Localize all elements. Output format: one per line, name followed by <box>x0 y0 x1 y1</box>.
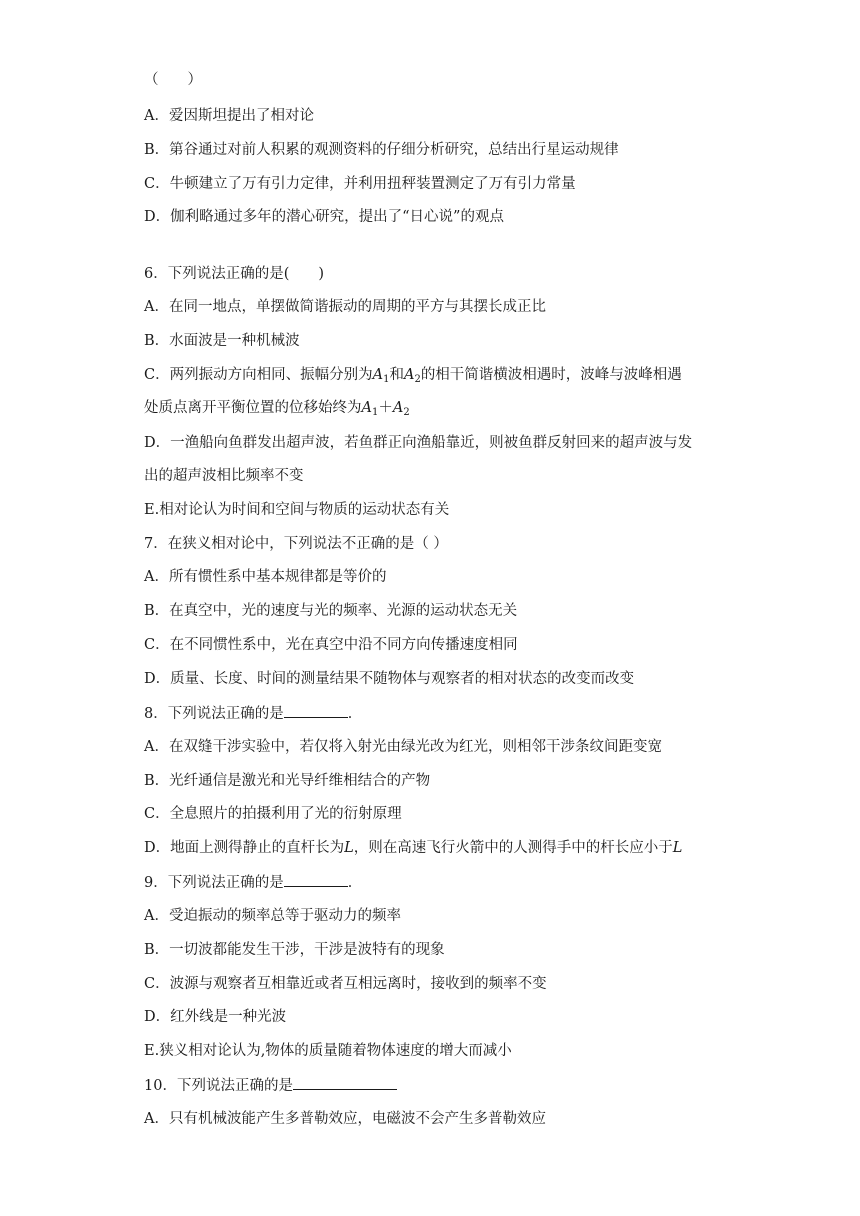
q8-option-d-mid: ，则在高速飞行火箭中的人测得手中的杆长应小于 <box>353 840 673 856</box>
q9-option-e: E.狭义相对论认为,物体的质量随着物体速度的增大而减小 <box>144 1043 512 1059</box>
q8-option-d-text: D．地面上测得静止的直杆长为 <box>144 840 345 856</box>
q5-option-c: C．牛顿建立了万有引力定律，并利用扭秤装置测定了万有引力常量 <box>144 176 576 192</box>
q9-option-c: C．波源与观察者互相靠近或者互相远离时，接收到的频率不变 <box>144 976 547 992</box>
q6-option-b: B．水面波是一种机械波 <box>144 333 300 349</box>
q6-option-d-line2: 出的超声波相比频率不变 <box>144 468 304 484</box>
q8-stem-period: ． <box>347 706 363 722</box>
q6-sum-a1: $A_1$ <box>361 400 379 418</box>
q6-option-a: A．在同一地点，单摆做简谐振动的周期的平方与其摆长成正比 <box>144 299 546 315</box>
q6-option-c-line2 <box>144 398 410 423</box>
q10-option-a: A．只有机械波能产生多普勒效应，电磁波不会产生多普勒效应 <box>144 1111 546 1127</box>
q7-stem: 7．在狭义相对论中，下列说法不正确的是（ ） <box>144 536 448 552</box>
q6-option-d-line1: D．一渔船向鱼群发出超声波，若鱼群正向渔船靠近，则被鱼群反射回来的超声波与发 <box>144 435 693 451</box>
q8-length-l: L <box>344 840 354 856</box>
q7-option-d: D．质量、长度、时间的测量结果不随物体与观察者的相对状态的改变而改变 <box>144 671 635 687</box>
q9-option-b: B．一切波都能发生干涉，干涉是波特有的现象 <box>144 942 445 958</box>
q9-answer-blank <box>284 872 348 887</box>
q6-plus-sign: ＋ <box>378 400 393 416</box>
q9-option-a: A．受迫振动的频率总等于驱动力的频率 <box>144 908 401 924</box>
q8-option-a: A．在双缝干涉实验中，若仅将入射光由绿光改为红光，则相邻干涉条纹间距变宽 <box>144 739 662 755</box>
q6-amplitude-a2: $A_2$ <box>403 367 421 385</box>
q8-answer-blank <box>284 703 348 718</box>
q9-stem-period: ． <box>347 875 363 891</box>
q8-option-d <box>144 838 682 858</box>
q8-length-l-2: L <box>672 840 683 856</box>
q6-option-c-text: C．两列振动方向相同、振幅分别为 <box>144 367 373 383</box>
q7-option-c: C．在不同惯性系中，光在真空中沿不同方向传播速度相同 <box>144 637 518 653</box>
q9-stem <box>144 872 362 893</box>
q5-answer-paren: （ ） <box>144 72 202 88</box>
q6-option-e: E.相对论认为时间和空间与物质的运动状态有关 <box>144 502 450 518</box>
q10-stem <box>144 1075 397 1096</box>
q6-option-c-line1 <box>144 365 682 390</box>
q5-option-a: A．爱因斯坦提出了相对论 <box>144 108 314 124</box>
q9-option-d: D．红外线是一种光波 <box>144 1009 287 1025</box>
q7-option-b: B．在真空中，光的速度与光的频率、光源的运动状态无关 <box>144 603 518 619</box>
q6-sum-a2: $A_2$ <box>392 400 410 418</box>
q8-option-c: C．全息照片的拍摄利用了光的衍射原理 <box>144 806 402 822</box>
q5-option-d: D．伽利略通过多年的潜心研究，提出了“日心说”的观点 <box>144 209 504 225</box>
q10-answer-blank <box>293 1075 397 1090</box>
q6-option-c-line2-text: 处质点离开平衡位置的位移始终为 <box>144 400 362 416</box>
q8-stem-text: 8．下列说法正确的是 <box>144 706 284 722</box>
q8-option-b: B．光纤通信是激光和光导纤维相结合的产物 <box>144 773 431 789</box>
q6-stem: 6．下列说法正确的是( ) <box>144 266 325 282</box>
q7-option-a: A．所有惯性系中基本规律都是等价的 <box>144 569 387 585</box>
q6-option-c-text-post: 的相干简谐横波相遇时，波峰与波峰相遇 <box>420 367 682 383</box>
q8-stem <box>144 703 362 724</box>
q6-option-c-and: 和 <box>389 367 404 383</box>
q6-amplitude-a1: $A_1$ <box>372 367 390 385</box>
q5-option-b: B．第谷通过对前人积累的观测资料的仔细分析研究，总结出行星运动规律 <box>144 142 619 158</box>
q9-stem-text: 9．下列说法正确的是 <box>144 875 284 891</box>
q10-stem-text: 10．下列说法正确的是 <box>144 1078 293 1094</box>
